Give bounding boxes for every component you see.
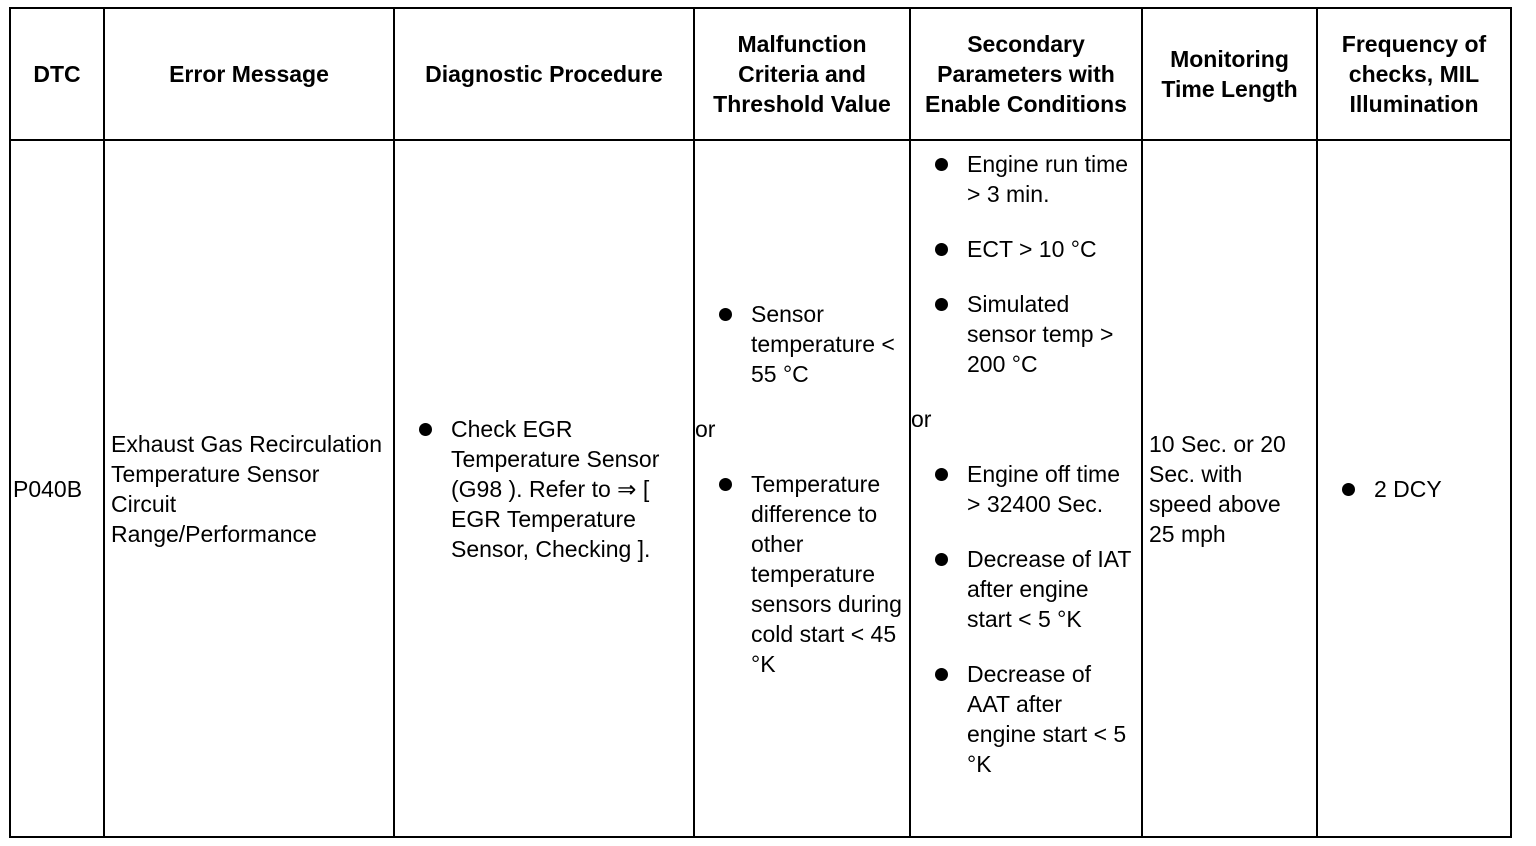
- malfunction-criteria-group1: [701, 299, 903, 389]
- list-item: [1324, 474, 1504, 504]
- parameter-text: ECT > 10 °C: [967, 236, 1097, 262]
- cell-malfunction-criteria: [694, 140, 910, 837]
- header-error-message: Error Message: [104, 8, 394, 140]
- header-monitoring-time: Monitoring Time Length: [1142, 8, 1317, 140]
- list-item: [701, 299, 903, 389]
- parameter-text: Engine run time > 3 min.: [967, 151, 1129, 207]
- list-item: [701, 469, 903, 679]
- cell-monitoring-time: 10 Sec. or 20 Sec. with speed above 25 mph: [1142, 140, 1317, 837]
- cell-frequency: [1317, 140, 1511, 837]
- malfunction-criteria-group2: [701, 469, 903, 679]
- secondary-parameters-group1: [917, 149, 1135, 379]
- bullet-icon: [719, 478, 732, 491]
- parameter-text: Decrease of AAT after engine start < 5 °K: [967, 661, 1127, 777]
- cell-error-message: Exhaust Gas Recirculation Temperature Sensor Circuit Range/Performance: [104, 140, 394, 837]
- frequency-list: [1324, 474, 1504, 504]
- list-item: [917, 544, 1135, 634]
- bullet-icon: [719, 308, 732, 321]
- header-dtc: DTC: [10, 8, 104, 140]
- bullet-icon: [1342, 483, 1355, 496]
- header-diagnostic-procedure: Diagnostic Procedure: [394, 8, 694, 140]
- bullet-icon: [935, 243, 948, 256]
- header-malfunction-criteria: Malfunction Criteria and Threshold Value: [694, 8, 910, 140]
- bullet-icon: [935, 668, 948, 681]
- list-item: [401, 414, 687, 564]
- cell-dtc: P040B: [10, 140, 104, 837]
- secondary-parameters-group2: [917, 459, 1135, 779]
- bullet-icon: [419, 423, 432, 436]
- or-separator: or: [911, 406, 932, 432]
- table-row: [10, 140, 1511, 837]
- list-item: [917, 234, 1135, 264]
- parameter-text: Decrease of IAT after engine start < 5 °K: [967, 546, 1132, 632]
- parameter-text: Engine off time > 32400 Sec.: [967, 461, 1121, 517]
- header-row: [10, 8, 1511, 140]
- frequency-text: 2 DCY: [1374, 475, 1442, 502]
- header-secondary-parameters: Secondary Parameters with Enable Conditions: [910, 8, 1142, 140]
- bullet-icon: [935, 298, 948, 311]
- cell-secondary-parameters: [910, 140, 1142, 837]
- criteria-text: Temperature difference to other temperature sensors during cold start < 45 °K: [751, 470, 902, 677]
- dtc-table: [9, 7, 1512, 838]
- diagnostic-procedure-text: Check EGR Temperature Sensor (G98 ). Refer to ⇒ [ EGR Temperature Sensor, Checking ].: [451, 415, 660, 562]
- list-item: [917, 149, 1135, 209]
- criteria-text: Sensor temperature < 55 °C: [751, 300, 895, 387]
- cell-diagnostic-procedure: [394, 140, 694, 837]
- bullet-icon: [935, 158, 948, 171]
- header-frequency: Frequency of checks, MIL Illumination: [1317, 8, 1511, 140]
- or-separator: or: [695, 415, 716, 442]
- list-item: [917, 659, 1135, 779]
- list-item: [917, 289, 1135, 379]
- parameter-text: Simulated sensor temp > 200 °C: [967, 291, 1114, 377]
- bullet-icon: [935, 553, 948, 566]
- bullet-icon: [935, 468, 948, 481]
- diagnostic-procedure-list: [401, 414, 687, 564]
- list-item: [917, 459, 1135, 519]
